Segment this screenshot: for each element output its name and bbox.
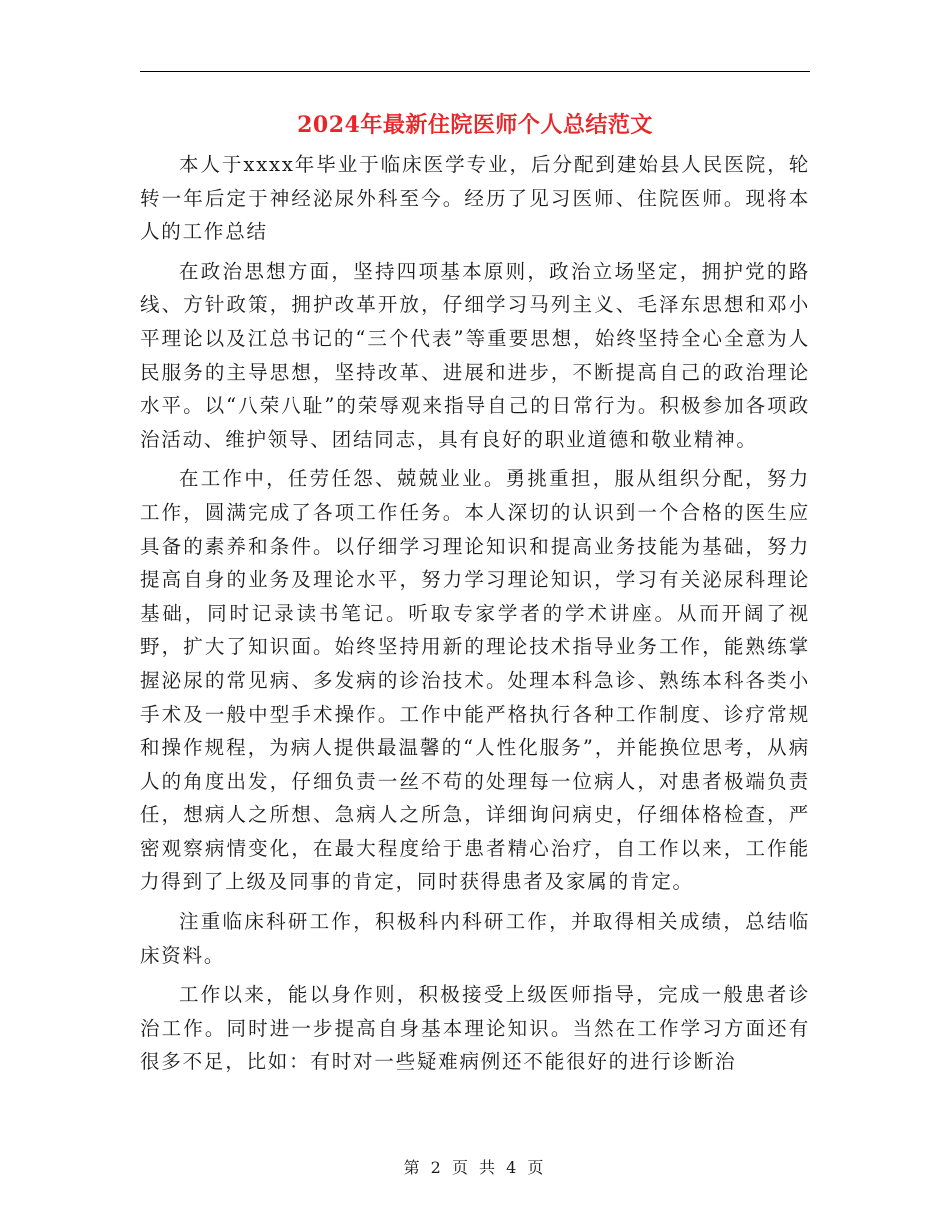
paragraph-work: 在工作中，任劳任怨、兢兢业业。勇挑重担，服从组织分配，努力工作，圆满完成了各项工作任务。本人深切的认识到一个合格的医生应具备的素养和条件。以仔细学习理论知识和提高业务技能为基础，努力提高自身的业务及理论水平，努力学习理论知识，学习有关泌尿科理论基础，同时记录读书笔记。听取专家学者的学术讲座。从而开阔了视野，扩大了知识面。始终坚持用新的理论技术指导业务工作，能熟练掌握泌尿的常见病、多发病的诊治技术。处理本科急诊、熟练本科各类小手术及一般中型手术操作。工作中能严格执行各种工作制度、诊疗常规和操作规程，为病人提供最温馨的“人性化服务”，并能换位思考，从病人的角度出发，仔细负责一丝不苟的处理每一位病人，对患者极端负责任，想病人之所想、急病人之所急，详细询问病史，仔细体格检查，严密观察病情变化，在最大程度给于患者精心治疗，自工作以来，工作能力得到了上级及同事的肯定，同时获得患者及家属的肯定。: [140, 467, 810, 894]
paragraph-intro: 本人于xxxx年毕业于临床医学专业，后分配到建始县人民医院，轮转一年后定于神经泌尿外科至今。经历了见习医师、住院医师。现将本人的工作总结: [140, 153, 810, 244]
paragraph-political: 在政治思想方面，坚持四项基本原则，政治立场坚定，拥护党的路线、方针政策，拥护改革开放，仔细学习马列主义、毛泽东思想和邓小平理论以及江总书记的“三个代表”等重要思想，始终坚持全心全意为人民服务的主导思想，坚持改革、进展和进步，不断提高自己的政治理论水平。以“八荣八耻”的荣辱观来指导自己的日常行为。积极参加各项政治活动、维护领导、团结同志，具有良好的职业道德和敬业精神。: [140, 259, 810, 451]
document-title: 2024年最新住院医师个人总结范文: [297, 112, 653, 138]
paragraph-shortcomings: 工作以来，能以身作则，积极接受上级医师指导，完成一般患者诊治工作。同时进一步提高自身基本理论知识。当然在工作学习方面还有很多不足，比如：有时对一些疑难病例还不能很好的进行诊断治: [140, 983, 810, 1074]
page-number-footer: 第 2 页 共 4 页: [403, 1158, 547, 1177]
paragraph-research: 注重临床科研工作，积极科内科研工作，并取得相关成绩，总结临床资料。: [140, 910, 810, 967]
document-body: [140, 148, 810, 1085]
header-rule: [140, 71, 810, 72]
